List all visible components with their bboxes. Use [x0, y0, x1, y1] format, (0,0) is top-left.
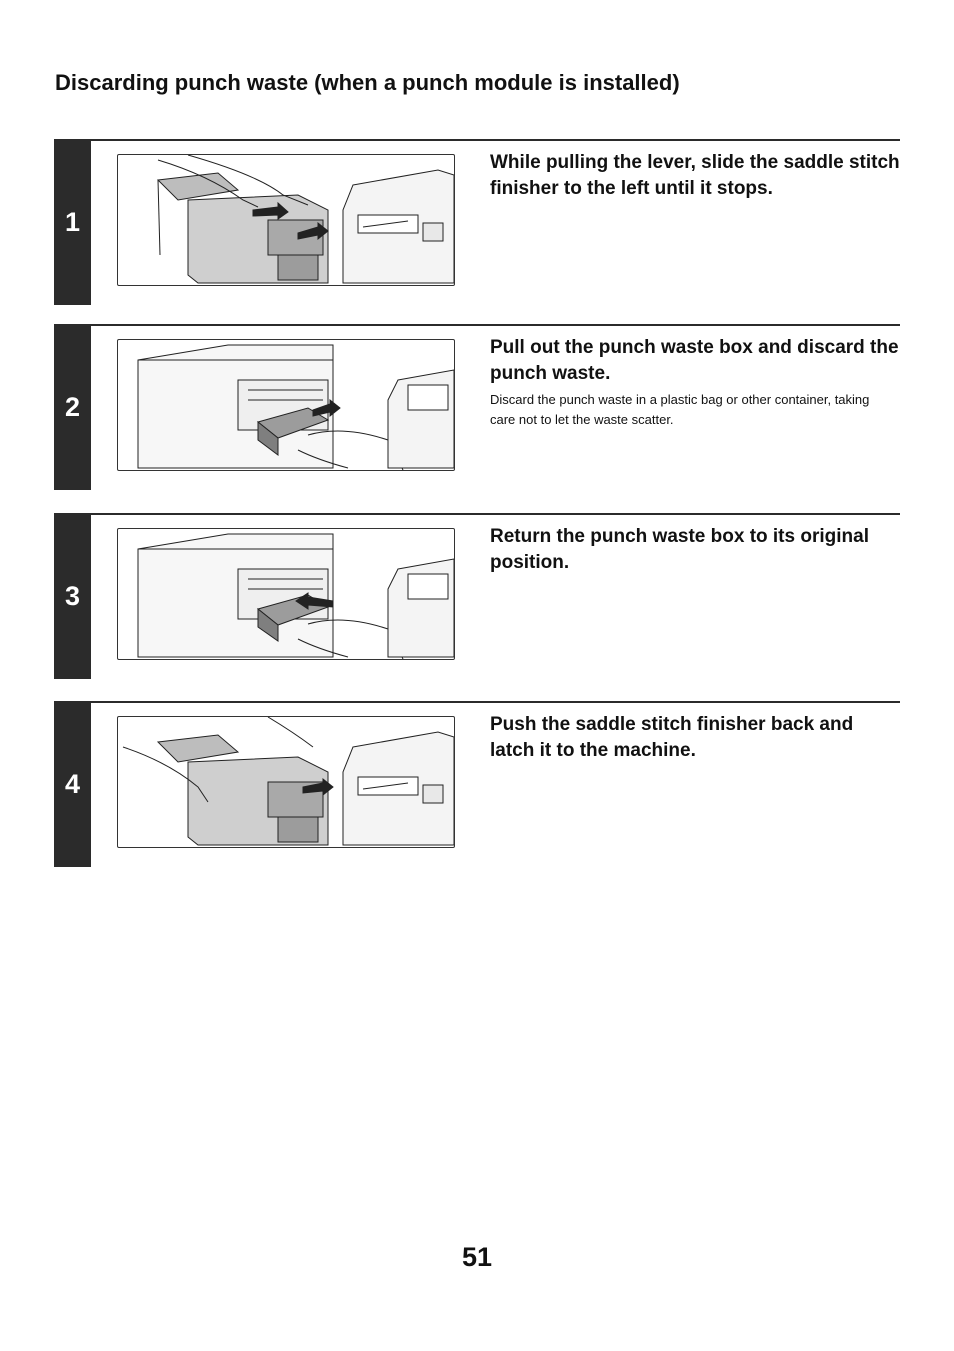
- step-illustration: [117, 716, 455, 848]
- step-heading: Pull out the punch waste box and discard the punch waste.: [490, 337, 899, 384]
- step-illustration: [117, 339, 455, 471]
- step-illustration: [117, 528, 455, 660]
- page-title: Discarding punch waste (when a punch module is installed): [55, 70, 680, 95]
- step-number: 3: [64, 581, 81, 611]
- step-number: 1: [64, 207, 81, 237]
- step-2: [54, 324, 900, 490]
- step-divider: [54, 324, 900, 326]
- step-number: 4: [64, 769, 81, 799]
- step-illustration: [117, 154, 455, 286]
- step-3: [54, 513, 900, 679]
- step-heading: Return the punch waste box to its original position.: [490, 526, 869, 573]
- step-divider: [54, 513, 900, 515]
- step-divider: [54, 139, 900, 141]
- step-number: 2: [64, 392, 81, 422]
- step-divider: [54, 701, 900, 703]
- step-heading: Push the saddle stitch finisher back and latch it to the machine.: [490, 714, 854, 761]
- step-4: [54, 701, 900, 867]
- step-heading: While pulling the lever, slide the saddle stitch finisher to the left until it stops.: [490, 152, 900, 199]
- step-1: [54, 139, 900, 305]
- page-number: 51: [461, 1242, 493, 1272]
- step-description: Discard the punch waste in a plastic bag or other container, taking care not to let the waste scatter.: [490, 392, 870, 427]
